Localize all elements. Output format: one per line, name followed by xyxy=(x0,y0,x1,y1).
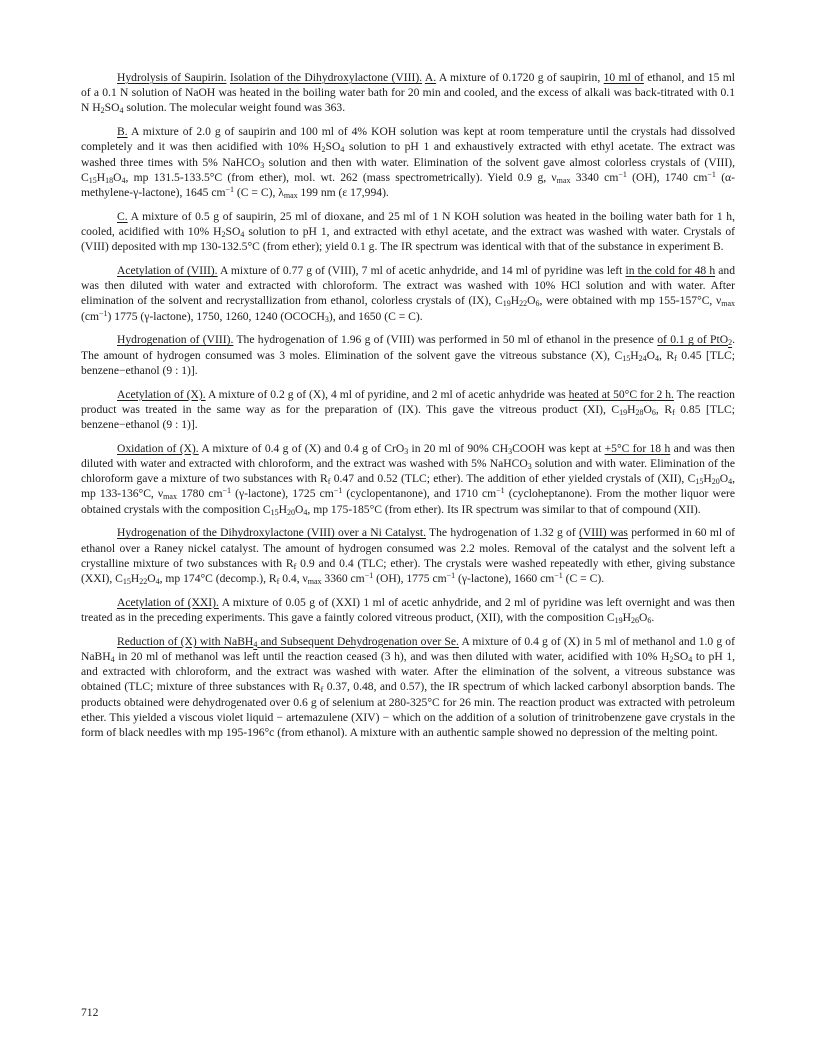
heading-run: +5°C for 18 h xyxy=(604,441,671,455)
para-hydrolysis-c xyxy=(81,209,735,255)
text-run: H xyxy=(510,294,520,308)
text-run: (γ-lactone), 1725 cm xyxy=(231,487,334,501)
body-text xyxy=(81,70,735,749)
text-run: (OH), 1775 cm xyxy=(373,572,447,586)
para-hydrolysis-b xyxy=(81,124,735,200)
text-run: performed in 60 ml of ethanol over a Raney nickel catalyst. The amount of hydrogen consumed was 2.2 moles. Removal of the catalyst and the solvent left a crystalline mixture of two substances with R xyxy=(81,526,735,570)
text-run: A mixture of 0.5 g of saupirin, 25 ml of dioxane, and 25 ml of 1 N KOH solution was heated in the boiling water bath for 1 h, cooled, acidified with 10% H xyxy=(81,209,735,239)
text-run: 3340 cm xyxy=(570,170,619,184)
subscript: 20 xyxy=(711,477,720,487)
para-hydrogenation-viii xyxy=(81,332,735,378)
subscript: 4 xyxy=(119,106,124,116)
subscript: f xyxy=(672,407,675,417)
text-run: 3360 cm xyxy=(321,572,365,586)
text-run: H xyxy=(278,502,288,516)
subscript: 4 xyxy=(303,507,308,517)
page-number: 712 xyxy=(81,1006,99,1019)
heading-run: 2 xyxy=(728,338,733,348)
text-run: H xyxy=(622,611,631,625)
superscript: −1 xyxy=(618,169,627,179)
para-acetylation-x xyxy=(81,387,735,433)
superscript: −1 xyxy=(446,571,456,581)
heading-run: of 0.1 g of PtO xyxy=(657,333,729,347)
subscript: 19 xyxy=(614,616,623,626)
superscript: −1 xyxy=(364,571,374,581)
subscript: max xyxy=(721,299,735,309)
text-run: (C = C), λ xyxy=(234,186,284,200)
heading-run: 10 ml of xyxy=(603,71,644,84)
text-run: (α-methylene-γ-lactone), 1645 cm xyxy=(81,170,735,200)
text-run: 0.45 [TLC; benzene−ethanol (9 : 1)]. xyxy=(81,348,735,377)
text-run: 0.47 and 0.52 (TLC; ether). The addition of ether yielded crystals of (XII), C xyxy=(330,472,696,486)
heading-run: Hydrogenation of (VIII). xyxy=(117,333,234,347)
superscript: −1 xyxy=(707,169,716,179)
text-run: ), and 1650 (C = C). xyxy=(328,309,423,323)
subscript: 28 xyxy=(635,407,644,417)
text-run: A mixture of 0.05 g of (XXI) 1 ml of acetic anhydride, and 2 ml of pyridine was left overnight and was then treated as in the preceding experiments. This gave a faintly colored vitreous product, (XII), with the composition C xyxy=(81,595,735,625)
subscript: 4 xyxy=(688,655,693,665)
subscript: f xyxy=(320,685,324,695)
text-run: , mp 131.5-133.5°C (from ether), mol. wt. 262 (mass spectrometrically). Yield 0.9 g, ν xyxy=(125,170,557,184)
text-run: 0.4, ν xyxy=(279,572,308,586)
subscript: 3 xyxy=(260,160,265,170)
text-run: SO xyxy=(325,140,341,154)
heading-run: Oxidation of (X). xyxy=(117,441,199,455)
text-run: . xyxy=(651,611,655,625)
text-run: 0.85 [TLC; benzene−ethanol (9 : 1)]. xyxy=(81,402,735,432)
text-run: 1780 cm xyxy=(176,487,223,501)
text-run: A mixture of 0.77 g of (VIII), 7 ml of acetic anhydride, and 14 ml of pyridine was left xyxy=(217,264,626,278)
subscript: 4 xyxy=(110,655,115,665)
text-run: in 20 ml of methanol was left until the reaction ceased (3 h), and was then diluted with water, acidified with 10% H xyxy=(114,650,670,664)
heading-run: heated at 50°C for 2 h. xyxy=(568,387,674,401)
text-run: , mp 174°C (decomp.), R xyxy=(159,572,277,586)
text-run: H xyxy=(96,170,106,184)
text-run: O xyxy=(295,502,304,516)
text-run: solution and with water. Elimination of the chloroform gave a mixture of two substances with R xyxy=(81,457,736,486)
heading-run: in the cold for 48 h xyxy=(625,264,716,278)
text-run: O xyxy=(719,472,729,486)
text-run: ) 1775 (γ-lactone), 1750, 1260, 1240 (OCOCH xyxy=(107,309,325,323)
superscript: −1 xyxy=(496,486,505,496)
subscript: 4 xyxy=(654,353,659,363)
subscript: 15 xyxy=(622,353,631,363)
text-run: ethanol, and 15 ml of a 0.1 N solution of NaOH was heated in the boiling water bath for 20 min and cooled, and the excess of alkali was back-titrated with 0.1 N H xyxy=(81,71,735,115)
superscript: −1 xyxy=(333,486,343,496)
text-run: solution. The molecular weight found was 363. xyxy=(123,101,346,115)
text-run: SO xyxy=(673,650,689,664)
subscript: f xyxy=(327,477,331,487)
subscript: 4 xyxy=(155,577,160,587)
para-hydrogenation-ni xyxy=(81,525,735,586)
heading-run: Hydrogenation of the Dihydroxylactone (VIII) over a Ni Catalyst. xyxy=(117,526,427,540)
subscript: 15 xyxy=(270,507,279,517)
subscript: f xyxy=(674,353,677,363)
subscript: 3 xyxy=(404,446,409,456)
text-run: 0.9 and 0.4 (TLC; ether). The crystals were washed repeatedly with ether, giving substance (XXI), C xyxy=(81,556,735,586)
text-run: A mixture of 0.4 g of (X) in 5 ml of methanol and 1.0 g of NaBH xyxy=(81,634,735,664)
subscript: 6 xyxy=(535,299,540,309)
text-run: (cycloheptanone). From the mother liquor were obtained crystals with the composition C xyxy=(81,487,735,516)
subscript: f xyxy=(293,561,297,571)
text-run: to pH 1, and extracted with chloroform, and the extract was washed with water. After the elimination of the solvent, a vitreous substance was obtained (TLC; mixture of three substances with R xyxy=(81,650,736,694)
text-run: H xyxy=(130,572,140,586)
text-run: solution to pH 1, and extracted with ethyl acetate, and the extract was washed with water. Crystals of (VIII) deposited with mp 130-132.5°C (from ether); yield 0.1 g. The IR spectrum was identical with that of the substance in experiment B. xyxy=(81,225,735,254)
text-run: and was then diluted with water and extracted with chloroform, and the extract was washed with 5% NaHCO xyxy=(81,441,735,471)
text-run: O xyxy=(527,294,536,308)
heading-run: 4 xyxy=(253,639,258,649)
text-run: in 20 ml of 90% CH xyxy=(408,441,509,455)
text-run: The reaction product was treated in the same way as for the preparation of (IX). This gave the vitreous product (XI), C xyxy=(81,387,735,416)
subscript: max xyxy=(556,175,571,185)
text-run: O xyxy=(646,348,655,362)
subscript: f xyxy=(276,577,280,587)
subscript: 19 xyxy=(619,407,628,417)
heading-run: Isolation of the Dihydroxylactone (VIII). xyxy=(229,71,423,84)
heading-run: A. xyxy=(424,71,437,84)
text-run: , R xyxy=(658,348,675,362)
subscript: 4 xyxy=(340,145,345,155)
subscript: 18 xyxy=(105,175,114,185)
subscript: 4 xyxy=(121,175,126,185)
heading-run: Acetylation of (XXI). xyxy=(117,595,219,609)
superscript: −1 xyxy=(225,185,235,195)
superscript: −1 xyxy=(99,308,108,318)
text-run: The hydrogenation of 1.96 g of (VIII) was performed in 50 ml of ethanol in the presence xyxy=(233,333,658,347)
subscript: 2 xyxy=(669,655,674,665)
text-run: O xyxy=(113,170,122,184)
subscript: max xyxy=(163,492,177,502)
text-run: . The amount of hydrogen consumed was 3 moles. Elimination of the solvent gave the vitreous substance (X), C xyxy=(81,333,735,362)
text-run: H xyxy=(627,402,636,416)
heading-run: and Subsequent Dehydrogenation over Se. xyxy=(257,634,459,648)
text-run: , mp 133-136°C, ν xyxy=(81,472,735,501)
text-run: COOH was kept at xyxy=(512,441,605,455)
subscript: 3 xyxy=(508,446,513,456)
text-run: A mixture of 0.1720 g of saupirin, xyxy=(436,71,604,84)
subscript: 24 xyxy=(638,353,647,363)
heading-run: Acetylation of (X). xyxy=(117,387,206,401)
text-run: 0.37, 0.48, and 0.57), the IR spectrum of which lacked carbonyl absorption bands. The products obtained were dehydrogenated over 0.6 g of selenium at 280-325°C for 26 min. The reaction product was extracted with petroleum ether. This yielded a viscous violet liquid − artemazulene (XIV) − which on the addition of a solution of trinitrobenzene gave crystals in the form of black needles with mp 195-196°c (from ethanol). A mixture with an authentic sample showed no depression of the melting point. xyxy=(81,680,735,740)
subscript: 4 xyxy=(240,230,245,240)
subscript: 6 xyxy=(647,616,652,626)
subscript: 3 xyxy=(527,462,532,472)
subscript: 22 xyxy=(139,577,148,587)
subscript: max xyxy=(283,191,298,201)
subscript: 2 xyxy=(221,230,226,240)
text-run: A mixture of 0.4 g of (X) and 0.4 g of CrO xyxy=(198,441,405,455)
text-run: A mixture of 0.2 g of (X), 4 ml of pyridine, and 2 ml of acetic anhydride was xyxy=(205,387,569,401)
text-run: H xyxy=(703,472,712,486)
text-run: (OH), 1740 cm xyxy=(626,170,708,184)
text-run: H xyxy=(630,348,639,362)
heading-run: Hydrolysis of Saupirin. xyxy=(117,71,227,84)
subscript: 2 xyxy=(321,145,326,155)
text-run: (C = C). xyxy=(562,572,605,586)
subscript: max xyxy=(307,577,322,587)
para-acetylation-xxi xyxy=(81,595,735,625)
heading-run: (VIII) was xyxy=(578,526,628,540)
text-run: 199 nm (ε 17,994). xyxy=(297,186,389,200)
text-run: (γ-lactone), 1660 cm xyxy=(455,572,555,586)
superscript: −1 xyxy=(554,571,563,581)
text-run: A mixture of 2.0 g of saupirin and 100 ml of 4% KOH solution was kept at room temperature until the crystals had dissolved completely and it was then acidified with 10% H xyxy=(81,125,735,154)
para-acetylation-viii xyxy=(81,263,735,324)
subscript: 19 xyxy=(502,299,511,309)
para-hydrolysis-a xyxy=(81,70,735,116)
subscript: 2 xyxy=(100,106,105,116)
text-run: , R xyxy=(655,402,673,416)
text-run: , mp 175-185°C (from ether). Its IR spectrum was similar to that of compound (XII). xyxy=(307,502,701,516)
heading-run: Acetylation of (VIII). xyxy=(117,264,218,278)
text-run: and was then diluted with water and extracted with chloroform. The extract was washed with 10% HCl solution and with water. After elimination of the solvent and recrystallization from ethanol, colorless crystals of (IX), C xyxy=(81,264,736,308)
heading-run: B. xyxy=(117,125,128,139)
subscript: 15 xyxy=(122,577,131,587)
text-run: (cyclopentanone), and 1710 cm xyxy=(342,487,497,501)
text-run: solution to pH 1 and exhaustively extracted with ethyl acetate. The extract was washed three times with 5% NaHCO xyxy=(81,140,735,169)
subscript: 20 xyxy=(287,507,296,517)
text-run: SO xyxy=(225,225,241,239)
text-run: (cm xyxy=(81,309,100,323)
subscript: 6 xyxy=(651,407,656,417)
text-run: O xyxy=(638,611,648,625)
para-oxidation-x xyxy=(81,441,735,517)
superscript: −1 xyxy=(222,486,232,496)
subscript: 15 xyxy=(88,175,97,185)
subscript: 3 xyxy=(324,314,329,324)
text-run: O xyxy=(643,402,652,416)
subscript: 4 xyxy=(728,477,733,487)
subscript: 15 xyxy=(695,477,704,487)
text-run: , were obtained with mp 155-157°C, ν xyxy=(539,294,722,308)
heading-run: Reduction of (X) with NaBH xyxy=(117,634,254,648)
text-run: SO xyxy=(104,101,120,115)
text-run: O xyxy=(147,572,156,586)
heading-run: C. xyxy=(117,209,128,223)
subscript: 26 xyxy=(630,616,639,626)
subscript: 22 xyxy=(519,299,528,309)
para-reduction-x xyxy=(81,634,735,740)
text-run: solution and then with water. Elimination of the solvent gave almost colorless crystals of (VIII), C xyxy=(81,155,735,184)
text-run: The hydrogenation of 1.32 g of xyxy=(426,526,579,540)
